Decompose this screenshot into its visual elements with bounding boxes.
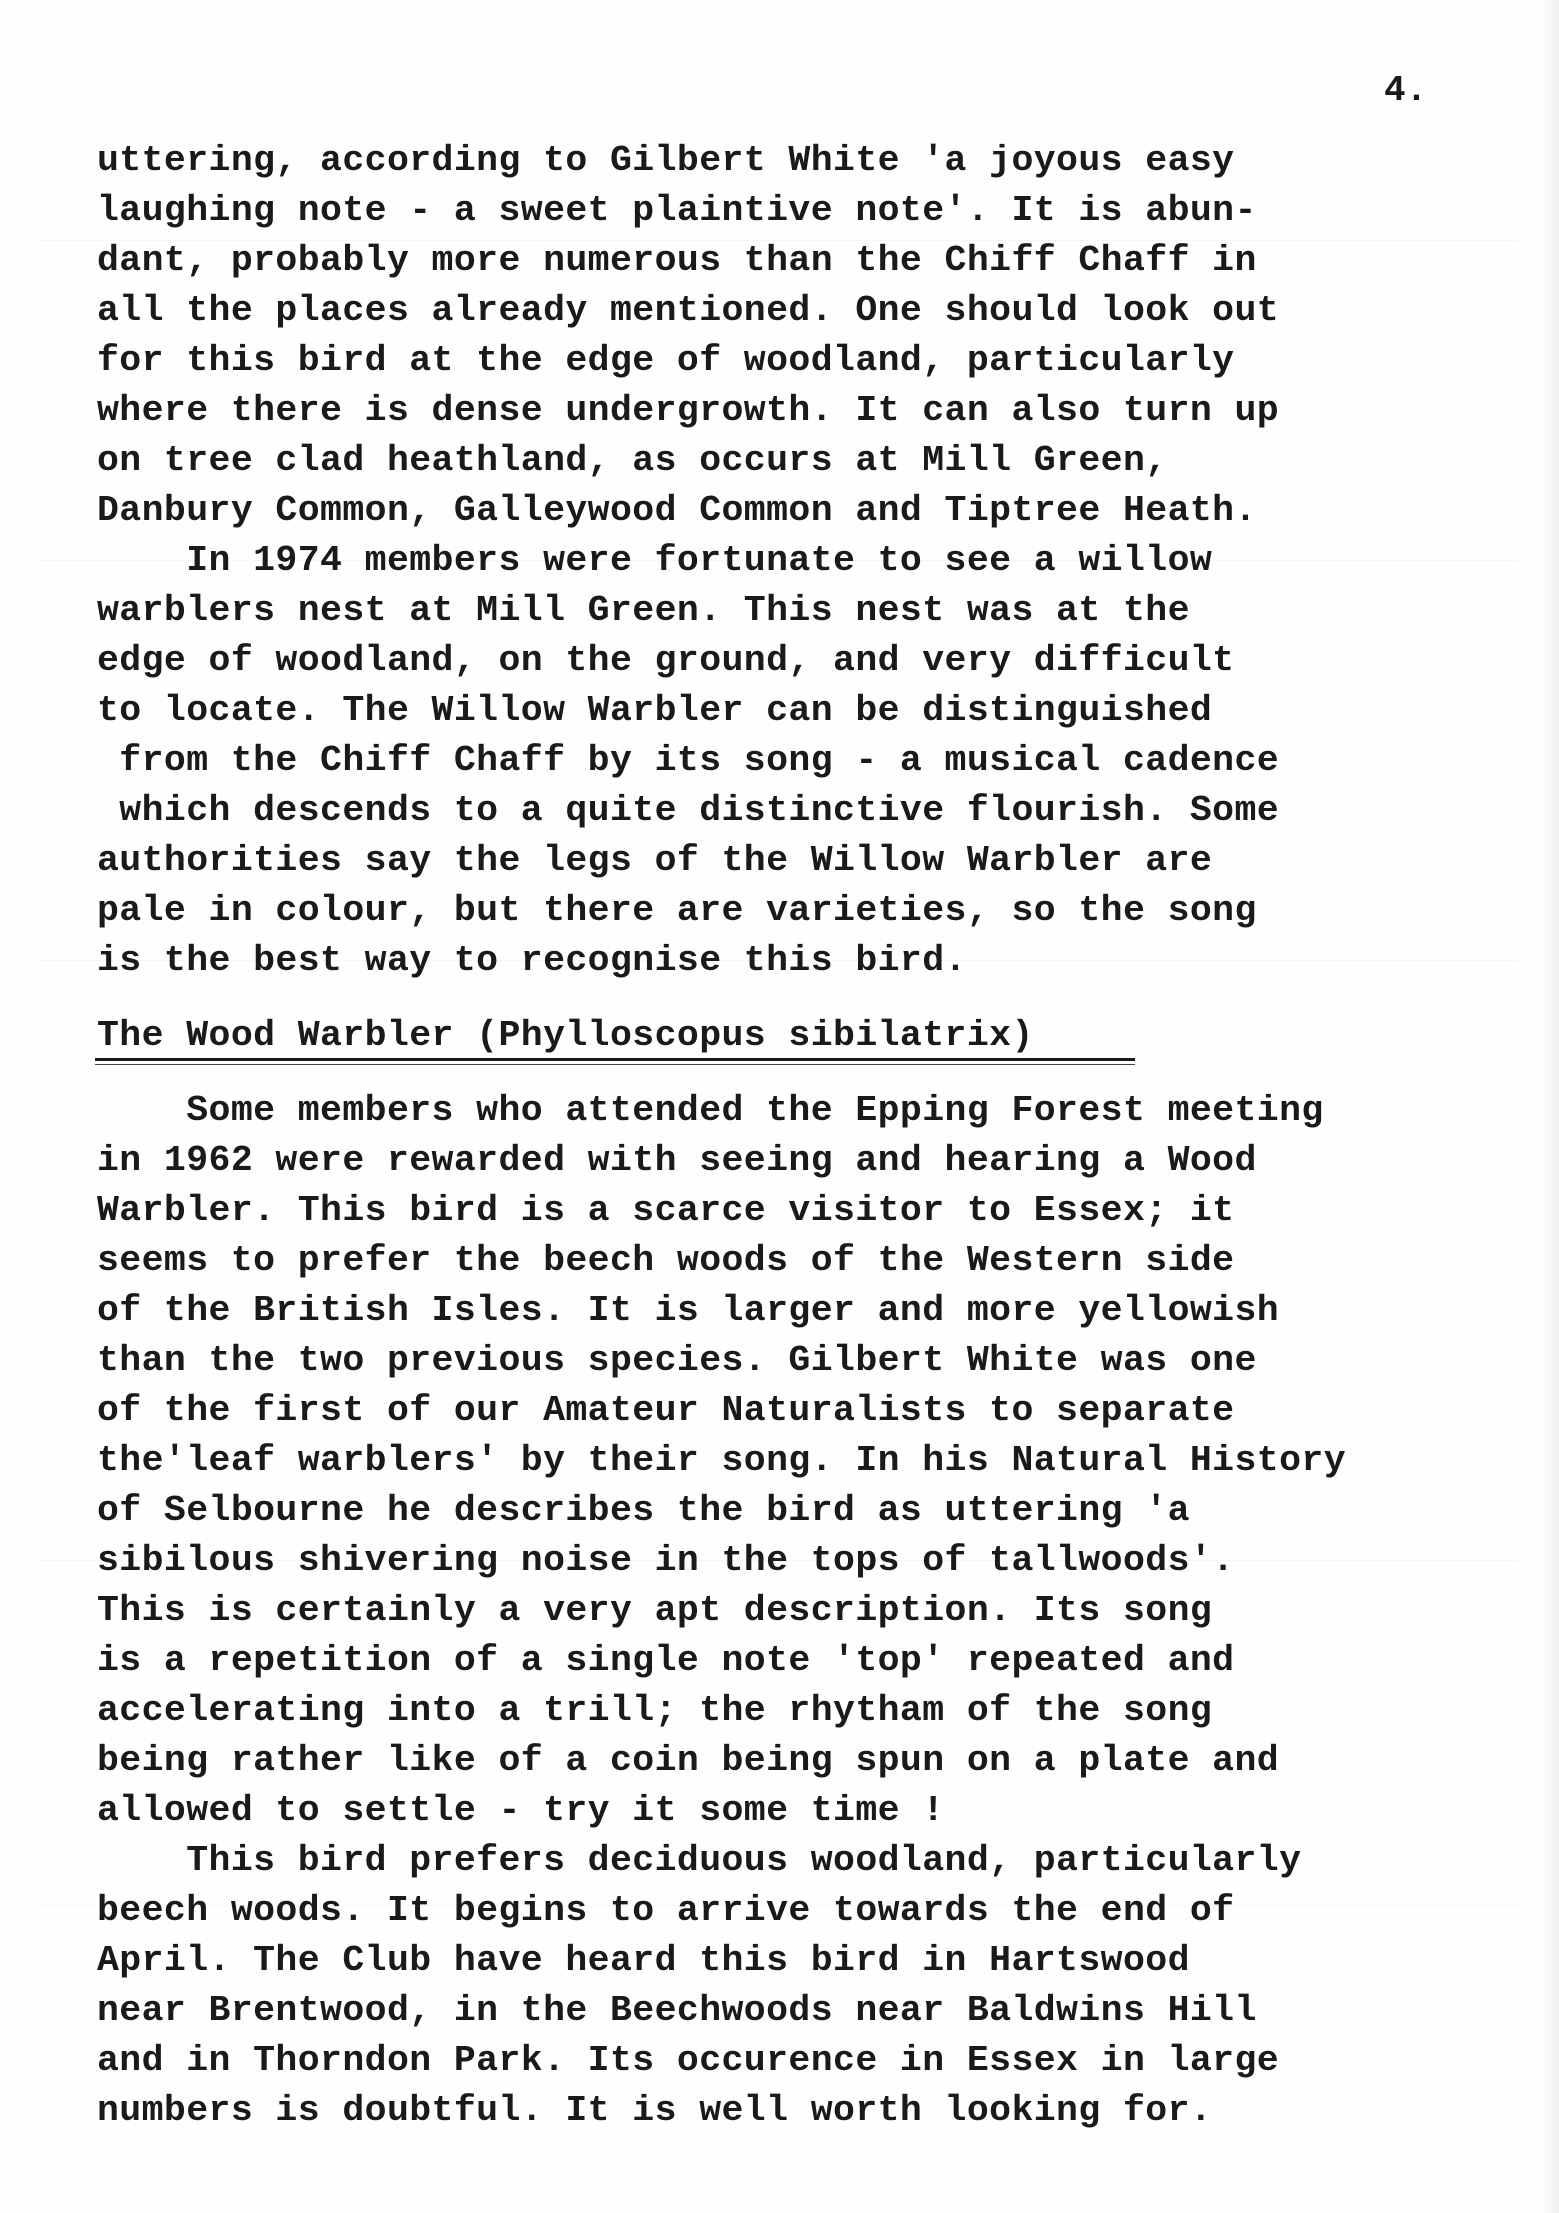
text-line: Warbler. This bird is a scarce visitor to Essex; it xyxy=(97,1190,1235,1231)
text-line: for this bird at the edge of woodland, particularly xyxy=(97,340,1235,381)
text-line: being rather like of a coin being spun on a plate and xyxy=(97,1740,1280,1781)
page-number: 4. xyxy=(1384,70,1428,111)
text-line: is the best way to recognise this bird. xyxy=(97,940,967,981)
text-line: Some members who attended the Epping Forest meeting xyxy=(97,1090,1324,1131)
text-line: is a repetition of a single note 'top' repeated and xyxy=(97,1640,1235,1681)
text-line: uttering, according to Gilbert White 'a joyous easy xyxy=(97,140,1235,181)
text-line: and in Thorndon Park. Its occurence in Essex in large xyxy=(97,2040,1280,2081)
heading-underline xyxy=(95,1064,1135,1065)
text-line: warblers nest at Mill Green. This nest was at the xyxy=(97,590,1190,631)
heading-underline xyxy=(95,1058,1135,1061)
text-line: In 1974 members were fortunate to see a willow xyxy=(97,540,1213,581)
section-heading: The Wood Warbler (Phylloscopus sibilatrix) xyxy=(97,1015,1034,1056)
text-line: of the British Isles. It is larger and more yellowish xyxy=(97,1290,1280,1331)
text-line: April. The Club have heard this bird in Hartswood xyxy=(97,1940,1190,1981)
text-line: This is certainly a very apt description. Its song xyxy=(97,1590,1213,1631)
text-line: pale in colour, but there are varieties, so the song xyxy=(97,890,1257,931)
text-line: Danbury Common, Galleywood Common and Tiptree Heath. xyxy=(97,490,1257,531)
text-line: beech woods. It begins to arrive towards the end of xyxy=(97,1890,1235,1931)
text-line: seems to prefer the beech woods of the Western side xyxy=(97,1240,1235,1281)
text-line: where there is dense undergrowth. It can also turn up xyxy=(97,390,1280,431)
text-line: all the places already mentioned. One should look out xyxy=(97,290,1280,331)
text-line: accelerating into a trill; the rhytham of the song xyxy=(97,1690,1213,1731)
text-line: of the first of our Amateur Naturalists to separate xyxy=(97,1390,1235,1431)
text-line: than the two previous species. Gilbert White was one xyxy=(97,1340,1257,1381)
text-line: of Selbourne he describes the bird as uttering 'a xyxy=(97,1490,1190,1531)
text-line: dant, probably more numerous than the Chiff Chaff in xyxy=(97,240,1257,281)
text-line: This bird prefers deciduous woodland, particularly xyxy=(97,1840,1302,1881)
text-line: on tree clad heathland, as occurs at Mill Green, xyxy=(97,440,1168,481)
text-line: laughing note - a sweet plaintive note'. It is abun- xyxy=(97,190,1257,231)
text-line: near Brentwood, in the Beechwoods near Baldwins Hill xyxy=(97,1990,1257,2031)
text-line: the'leaf warblers' by their song. In his Natural History xyxy=(97,1440,1346,1481)
text-line: allowed to settle - try it some time ! xyxy=(97,1790,945,1831)
text-line: edge of woodland, on the ground, and very difficult xyxy=(97,640,1235,681)
text-line: to locate. The Willow Warbler can be distinguished xyxy=(97,690,1213,731)
text-line: numbers is doubtful. It is well worth looking for. xyxy=(97,2090,1213,2131)
text-line: in 1962 were rewarded with seeing and hearing a Wood xyxy=(97,1140,1257,1181)
text-line: from the Chiff Chaff by its song - a musical cadence xyxy=(97,740,1280,781)
text-line: authorities say the legs of the Willow Warbler are xyxy=(97,840,1213,881)
scan-edge-shadow xyxy=(1541,0,1559,2213)
text-line: which descends to a quite distinctive flourish. Some xyxy=(97,790,1280,831)
text-line: sibilous shivering noise in the tops of tallwoods'. xyxy=(97,1540,1235,1581)
